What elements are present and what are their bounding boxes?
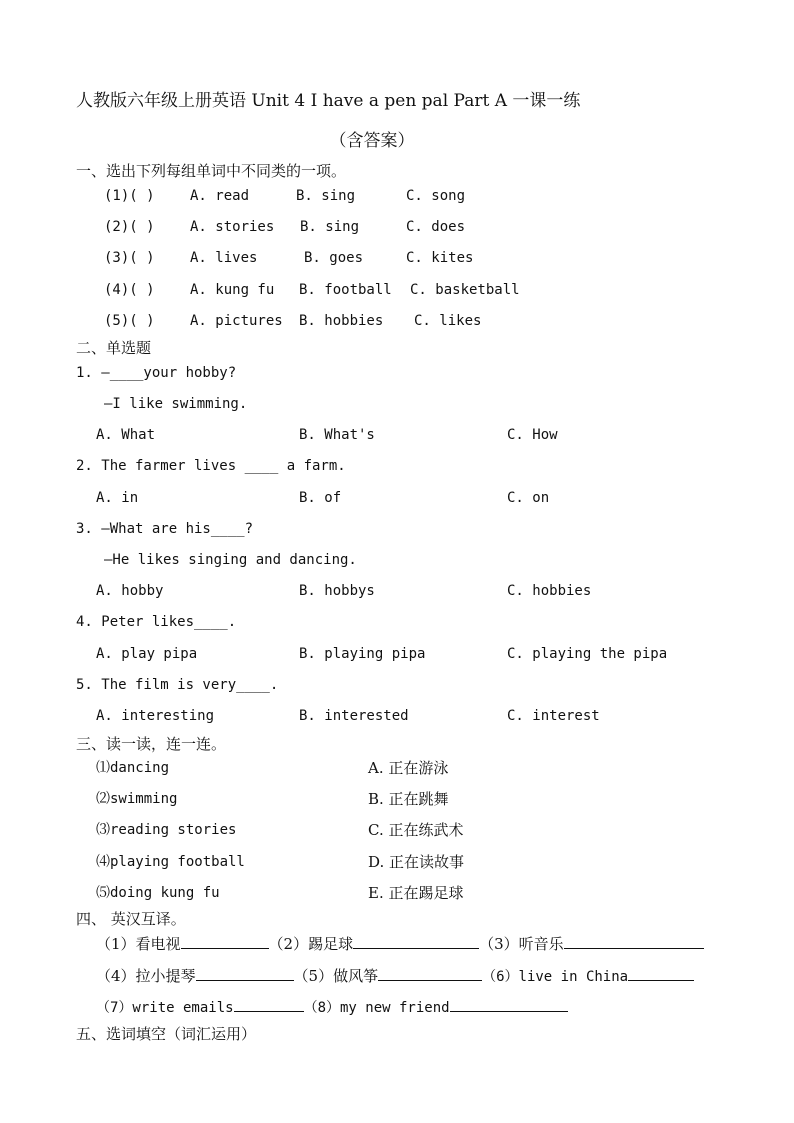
translate-7: （7）write emails xyxy=(96,1000,234,1016)
section-2-heading: 二、单选题 xyxy=(76,339,152,357)
section-4-heading: 四、 英汉互译。 xyxy=(76,910,186,928)
section-1-heading: 一、选出下列每组单词中不同类的一项。 xyxy=(76,162,347,180)
q4-option-c: C. playing the pipa xyxy=(507,646,668,662)
answer-blank-4[interactable] xyxy=(196,966,294,981)
s1-item-3-b: B. goes xyxy=(304,250,364,266)
match-left-4: ⑷playing football xyxy=(96,854,245,870)
q1-option-c: C. How xyxy=(507,427,558,443)
s1-item-2-num: (2)( ) xyxy=(104,219,155,235)
translate-5: （5）做风筝 xyxy=(293,967,379,985)
translate-2: （2）踢足球 xyxy=(268,935,354,953)
match-left-3: ⑶reading stories xyxy=(96,822,237,838)
answer-blank-5[interactable] xyxy=(378,966,482,981)
translate-6: （6）live in China xyxy=(482,969,629,985)
q5-stem: 5. The film is very____. xyxy=(76,677,279,693)
q1-option-b: B. What's xyxy=(299,427,375,443)
match-left-5: ⑸doing kung fu xyxy=(96,885,220,901)
answer-blank-6[interactable] xyxy=(628,966,694,981)
s1-item-3-c: C. kites xyxy=(406,250,474,266)
answer-blank-7[interactable] xyxy=(234,997,304,1012)
s1-item-2-c: C. does xyxy=(406,219,466,235)
translate-1: （1）看电视 xyxy=(96,935,181,953)
page-subtitle: （含答案） xyxy=(329,131,415,151)
translate-row-2 xyxy=(96,966,694,987)
s1-item-4-a: A. kung fu xyxy=(190,282,275,298)
s1-item-3-num: (3)( ) xyxy=(104,250,155,266)
s1-item-1-num: (1)( ) xyxy=(104,188,155,204)
match-left-2: ⑵swimming xyxy=(96,791,178,807)
section-3-heading: 三、读一读，连一连。 xyxy=(76,735,227,753)
s1-item-1-a: A. read xyxy=(190,188,250,204)
section-5-heading: 五、选词填空（词汇运用） xyxy=(76,1025,257,1043)
q2-option-b: B. of xyxy=(299,490,342,506)
q3-option-c: C. hobbies xyxy=(507,583,592,599)
s1-item-4-b: B. football xyxy=(299,282,392,298)
translate-3: （3）听音乐 xyxy=(479,935,564,953)
s1-item-4-c: C. basketball xyxy=(410,282,520,298)
match-left-1: ⑴dancing xyxy=(96,760,170,776)
match-right-c: C. 正在练武术 xyxy=(368,821,464,839)
q2-option-c: C. on xyxy=(507,490,550,506)
s1-item-5-c: C. likes xyxy=(414,313,482,329)
s1-item-5-b: B. hobbies xyxy=(299,313,384,329)
q4-option-a: A. play pipa xyxy=(96,646,198,662)
q2-option-a: A. in xyxy=(96,490,139,506)
match-right-b: B. 正在跳舞 xyxy=(368,790,449,808)
s1-item-2-b: B. sing xyxy=(300,219,360,235)
translate-8: （8）my new friend xyxy=(303,1000,450,1016)
q1-stem: 1. —____your hobby? xyxy=(76,365,237,381)
s1-item-2-a: A. stories xyxy=(190,219,275,235)
match-right-a: A. 正在游泳 xyxy=(368,759,449,777)
s1-item-5-num: (5)( ) xyxy=(104,313,155,329)
s1-item-4-num: (4)( ) xyxy=(104,282,155,298)
q5-option-c: C. interest xyxy=(507,708,600,724)
q1-line2: —I like swimming. xyxy=(104,396,248,412)
q5-option-a: A. interesting xyxy=(96,708,215,724)
q1-option-a: A. What xyxy=(96,427,156,443)
answer-blank-8[interactable] xyxy=(450,997,568,1012)
q3-option-a: A. hobby xyxy=(96,583,164,599)
match-right-e: E. 正在踢足球 xyxy=(368,884,464,902)
q3-stem: 3. —What are his____? xyxy=(76,521,254,537)
answer-blank-3[interactable] xyxy=(564,934,704,949)
s1-item-3-a: A. lives xyxy=(190,250,258,266)
s1-item-1-c: C. song xyxy=(406,188,466,204)
q5-option-b: B. interested xyxy=(299,708,409,724)
answer-blank-2[interactable] xyxy=(353,934,479,949)
q4-stem: 4. Peter likes____. xyxy=(76,614,237,630)
s1-item-5-a: A. pictures xyxy=(190,313,283,329)
q3-option-b: B. hobbys xyxy=(299,583,375,599)
q3-line2: —He likes singing and dancing. xyxy=(104,552,357,568)
s1-item-1-b: B. sing xyxy=(296,188,356,204)
translate-row-3 xyxy=(96,997,568,1018)
translate-row-1 xyxy=(96,934,704,954)
match-right-d: D. 正在读故事 xyxy=(368,853,465,871)
q2-stem: 2. The farmer lives ____ a farm. xyxy=(76,458,346,474)
page-title: 人教版六年级上册英语 Unit 4 I have a pen pal Part A 一课一练 xyxy=(76,91,581,111)
q4-option-b: B. playing pipa xyxy=(299,646,426,662)
translate-4: （4）拉小提琴 xyxy=(96,967,196,985)
answer-blank-1[interactable] xyxy=(181,934,269,949)
